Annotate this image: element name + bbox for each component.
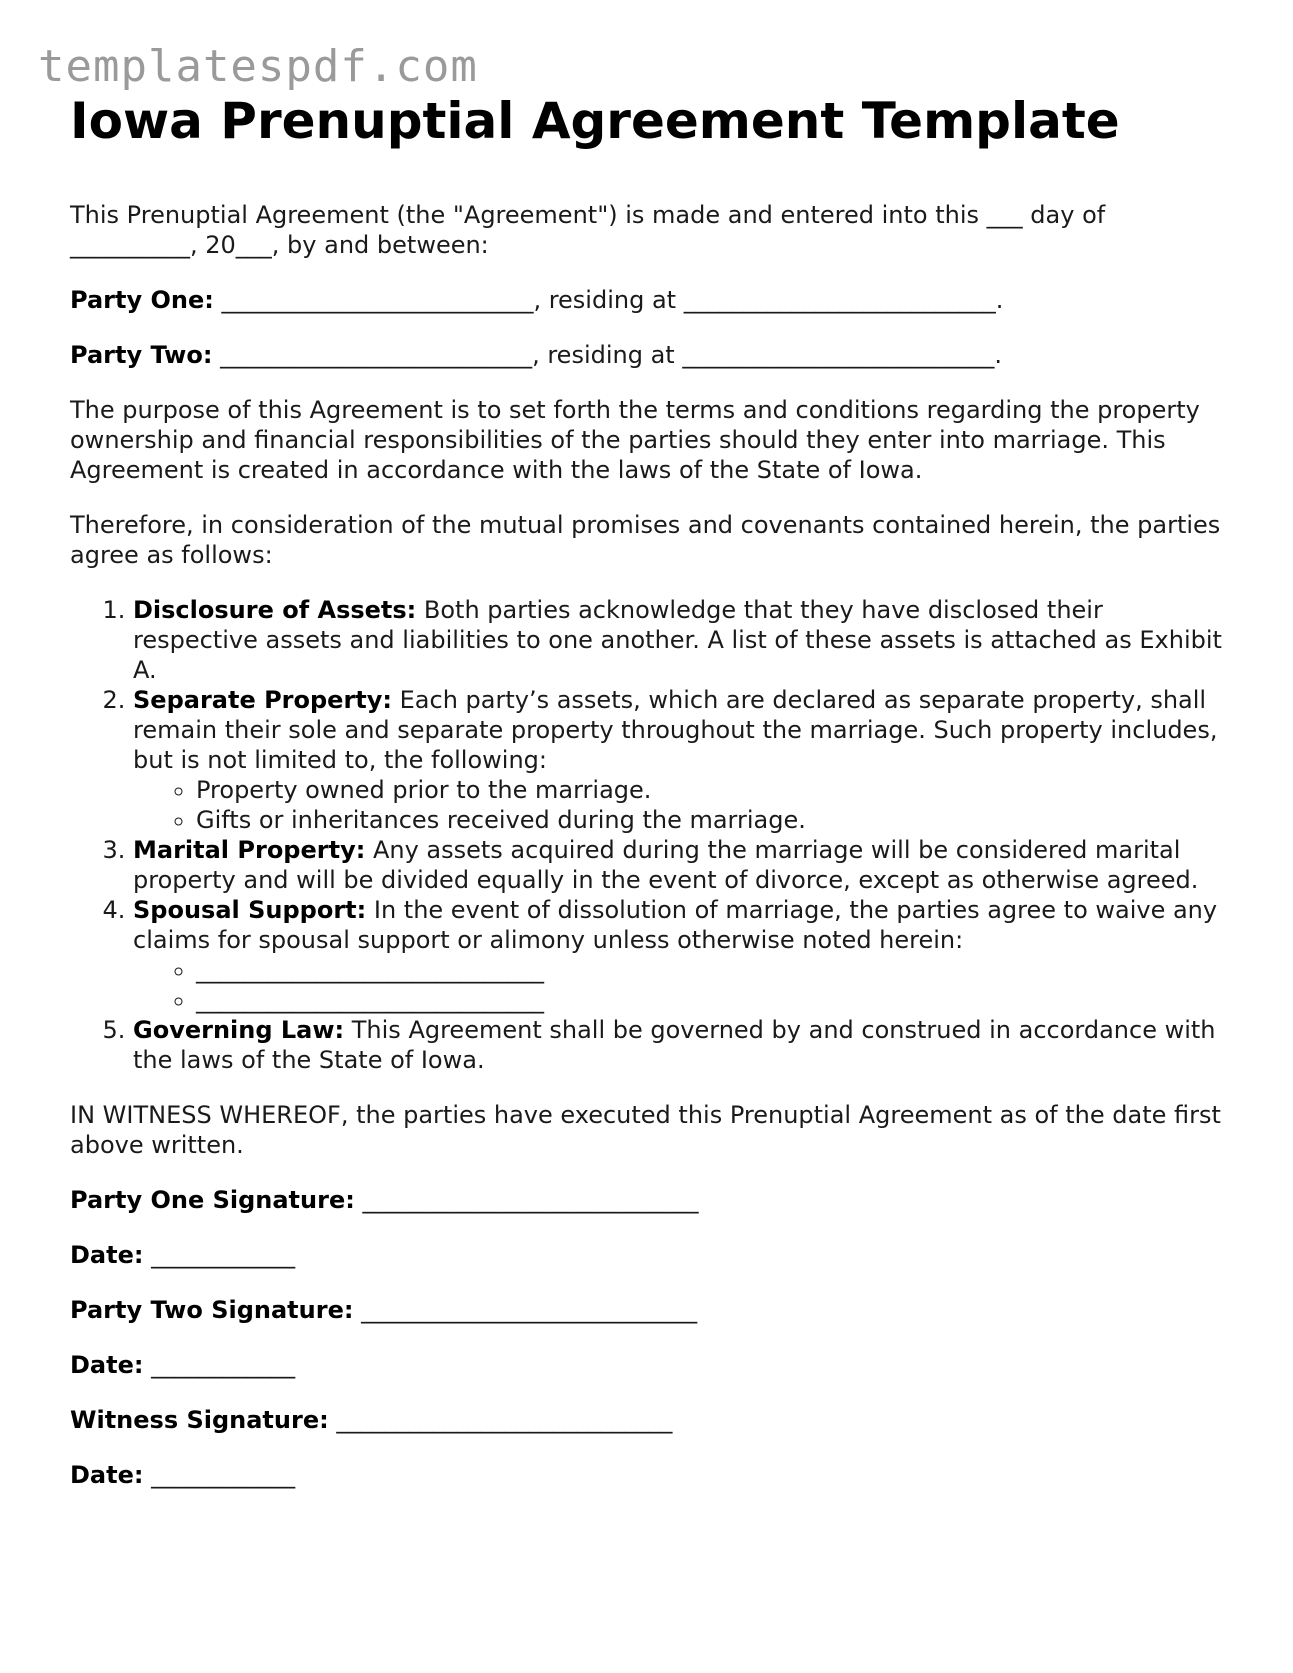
list-item: ◦ Property owned prior to the marriage. <box>196 775 1230 805</box>
clause-text: In the event of dissolution of marriage, the parties agree to waive any claims for spousal support or alimony unless otherwise noted herein: <box>133 896 1218 954</box>
date-label: Date: <box>70 1461 144 1489</box>
clauses-list <box>70 595 1230 1075</box>
spousal-support-sublist <box>133 955 1230 1015</box>
clause-spousal-support <box>133 895 1230 1015</box>
party-one-label: Party One: <box>70 286 214 314</box>
purpose-paragraph: The purpose of this Agreement is to set forth the terms and conditions regarding the property ownership and financial responsibilities of the parties should they enter into marriage. This Agreement is created in accordance with the laws of the State of Iowa. <box>70 396 1200 484</box>
consideration-paragraph: Therefore, in consideration of the mutual promises and covenants contained herein, the parties agree as follows: <box>70 511 1221 569</box>
signature-blank: ____________________________ <box>354 1186 699 1214</box>
separate-property-sublist <box>133 775 1230 835</box>
document-body <box>70 88 1230 1515</box>
clause-heading: Marital Property: <box>133 836 366 864</box>
clause-heading: Separate Property: <box>133 686 392 714</box>
witness-signature-line <box>70 1405 1230 1435</box>
date-label: Date: <box>70 1241 144 1269</box>
party-two-line <box>70 340 1230 370</box>
clause-heading: Spousal Support: <box>133 896 367 924</box>
clause-text: This Agreement shall be governed by and construed in accordance with the laws of the State of Iowa. <box>133 1016 1216 1074</box>
party-two-date-line <box>70 1350 1230 1380</box>
list-item: ◦ Gifts or inheritances received during the marriage. <box>196 805 1230 835</box>
signature-label: Party One Signature: <box>70 1186 355 1214</box>
party-one-blank: __________________________, residing at __________________________. <box>213 286 1004 314</box>
clause-heading: Governing Law: <box>133 1016 345 1044</box>
signature-label: Party Two Signature: <box>70 1296 354 1324</box>
clause-disclosure <box>133 595 1230 685</box>
signature-label: Witness Signature: <box>70 1406 329 1434</box>
blank-line-item: ◦ _____________________________ <box>196 985 1230 1015</box>
page-title: Iowa Prenuptial Agreement Template <box>70 92 1120 150</box>
intro-paragraph: This Prenuptial Agreement (the "Agreement") is made and entered into this ___ day of __________, 20___, by and between: <box>70 201 1106 259</box>
party-two-blank: __________________________, residing at __________________________. <box>212 341 1002 369</box>
signature-block <box>70 1185 1230 1490</box>
date-blank: ____________ <box>143 1241 296 1269</box>
witness-date-line <box>70 1460 1230 1490</box>
date-blank: ____________ <box>143 1351 296 1379</box>
date-blank: ____________ <box>143 1461 296 1489</box>
clause-text: Both parties acknowledge that they have disclosed their respective assets and liabilities to one another. A list of these assets is attached as Exhibit A. <box>133 596 1222 684</box>
party-one-signature-line <box>70 1185 1230 1215</box>
party-one-line <box>70 285 1230 315</box>
clause-heading: Disclosure of Assets: <box>133 596 417 624</box>
clause-separate-property <box>133 685 1230 835</box>
clause-text: Each party’s assets, which are declared as separate property, shall remain their sole and separate property throughout the marriage. Such property includes, but is not limited to, the following: <box>133 686 1218 774</box>
blank-line-item: ◦ _____________________________ <box>196 955 1230 985</box>
signature-blank: ____________________________ <box>328 1406 673 1434</box>
date-label: Date: <box>70 1351 144 1379</box>
witness-clause: IN WITNESS WHEREOF, the parties have executed this Prenuptial Agreement as of the date first above written. <box>70 1101 1221 1159</box>
clause-governing-law <box>133 1015 1230 1075</box>
clause-text: Any assets acquired during the marriage will be considered marital property and will be divided equally in the event of divorce, except as otherwise agreed. <box>133 836 1199 894</box>
party-one-date-line <box>70 1240 1230 1270</box>
signature-blank: ____________________________ <box>353 1296 698 1324</box>
watermark: templatespdf.com <box>38 41 478 92</box>
clause-marital-property <box>133 835 1230 895</box>
party-two-signature-line <box>70 1295 1230 1325</box>
party-two-label: Party Two: <box>70 341 213 369</box>
